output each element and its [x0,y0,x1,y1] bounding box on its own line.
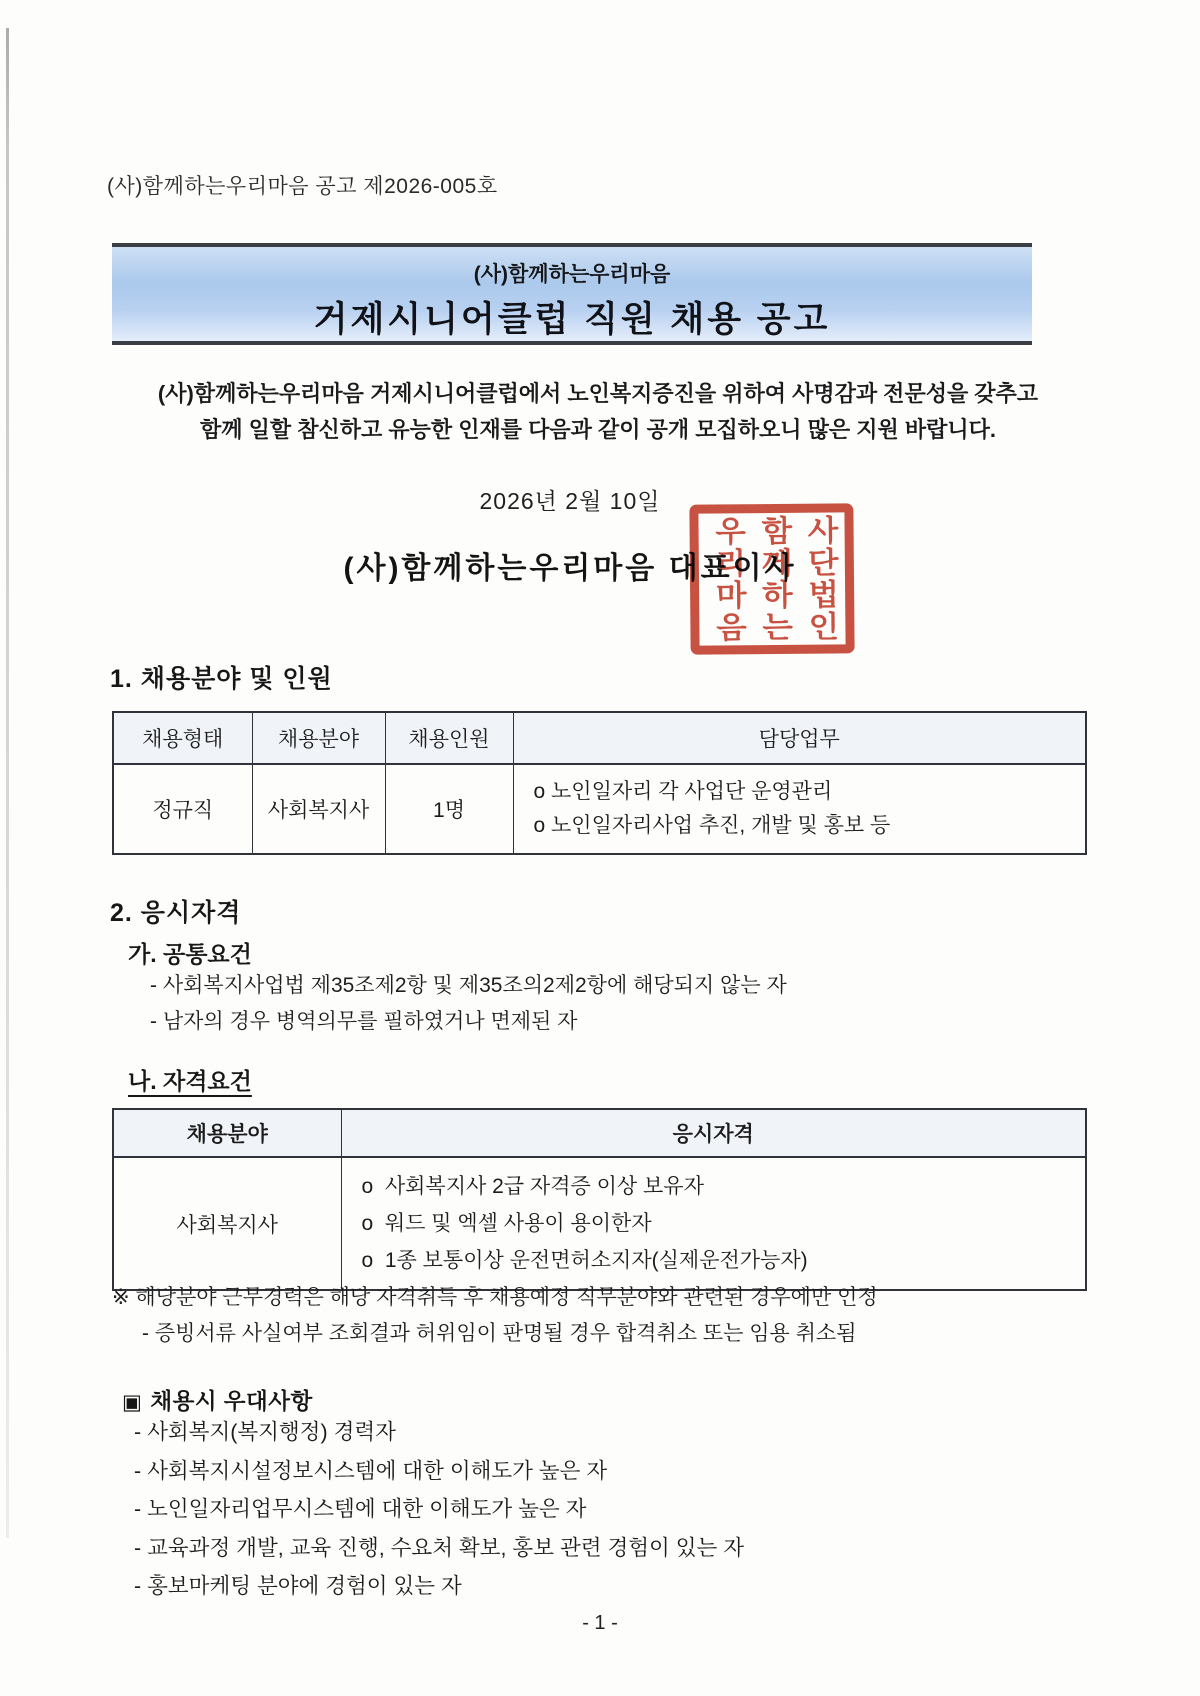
qualification-item: o 워드 및 엑셀 사용이 용이한자 [361,1212,652,1235]
signature-line: (사)함께하는우리마음 대표이사 [343,552,797,585]
intro-line-2: 함께 일할 참신하고 유능한 인재를 다음과 같이 공개 모집하오니 많은 지원 바랍니다. [200,417,996,442]
doc-number: (사)함께하는우리마음 공고 제2026-005호 [107,175,498,198]
col-header-duties: 담당업무 [513,712,1086,764]
seal-text: 사단법인함께하는우리마음 [709,514,838,644]
common-requirements-list [150,968,787,1040]
cell-duties [513,764,1086,854]
intro-paragraph [118,376,1078,448]
scan-edge-artifact [6,28,9,1538]
intro-line-1: (사)함께하는우리마음 거제시니어클럽에서 노인복지증진을 위하여 사명감과 전문성을 갖추고 [157,381,1039,406]
cell-employment-type: 정규직 [113,764,252,854]
col-header-count: 채용인원 [385,712,513,764]
preference-heading [122,1384,313,1416]
footnote: - 증빙서류 사실여부 조회결과 허위임이 판명될 경우 합격취소 또는 임용 취소됨 [142,1322,857,1345]
duty-item: o 노인일자리 각 사업단 운영관리 [533,780,833,803]
section1-heading: 1. 채용분야 및 인원 [110,665,333,693]
col-header-employment-type: 채용형태 [113,712,252,764]
table-row [113,764,1086,854]
square-bullet-icon: ▣ [122,1391,143,1414]
table-header-row [113,1109,1086,1157]
section2-heading: 2. 응시자격 [110,899,242,927]
announcement-date: 2026년 2월 10일 [479,488,661,514]
preference-item: - 홍보마케팅 분야에 경험이 있는 자 [134,1574,462,1598]
table-row [113,1157,1086,1290]
col-header-field: 채용분야 [252,712,385,764]
col-header-field: 채용분야 [113,1109,341,1157]
banner-title: 거제시니어클럽 직원 채용 공고 [313,300,831,339]
preference-item: - 교육과정 개발, 교육 진행, 수요처 확보, 홍보 관련 경험이 있는 자 [134,1535,745,1560]
preference-item: - 사회복지시설정보시스템에 대한 이해도가 높은 자 [134,1458,608,1483]
list-item: - 사회복지사업법 제35조제2항 및 제35조의2제2항에 해당되지 않는 자 [150,974,787,997]
cell-count: 1명 [385,764,513,854]
banner-org-name: (사)함께하는우리마음 [473,263,671,286]
qualification-heading: 나. 자격요건 [128,1068,252,1094]
footnote: ※ 해당분야 근무경력은 해당 자격취득 후 채용예정 직무분야와 관련된 경우에만 인정 [112,1286,878,1309]
qualification-table [112,1108,1087,1291]
table-header-row [113,712,1086,764]
recruitment-table [112,711,1087,855]
preference-list [134,1413,744,1606]
list-item: - 남자의 경우 병역의무를 필하였거나 면제된 자 [150,1010,578,1033]
title-banner [112,243,1032,345]
duty-item: o 노인일자리사업 추진, 개발 및 홍보 등 [533,814,891,837]
cell-qualifications [341,1157,1086,1290]
qualification-item: o 1종 보통이상 운전면허소지자(실제운전가능자) [361,1249,808,1272]
qualification-item: o 사회복지사 2급 자격증 이상 보유자 [361,1175,704,1198]
common-requirements-heading: 가. 공통요건 [128,941,252,967]
preference-item: - 사회복지(복지행정) 경력자 [134,1420,396,1444]
cell-field: 사회복지사 [113,1157,341,1290]
page-number: - 1 - [582,1612,618,1634]
col-header-qualification: 응시자격 [341,1109,1086,1157]
table-footnotes [112,1280,878,1352]
preference-heading-label: 채용시 우대사항 [150,1389,313,1414]
cell-field: 사회복지사 [252,764,385,854]
preference-item: - 노인일자리업무시스템에 대한 이해도가 높은 자 [134,1497,587,1521]
